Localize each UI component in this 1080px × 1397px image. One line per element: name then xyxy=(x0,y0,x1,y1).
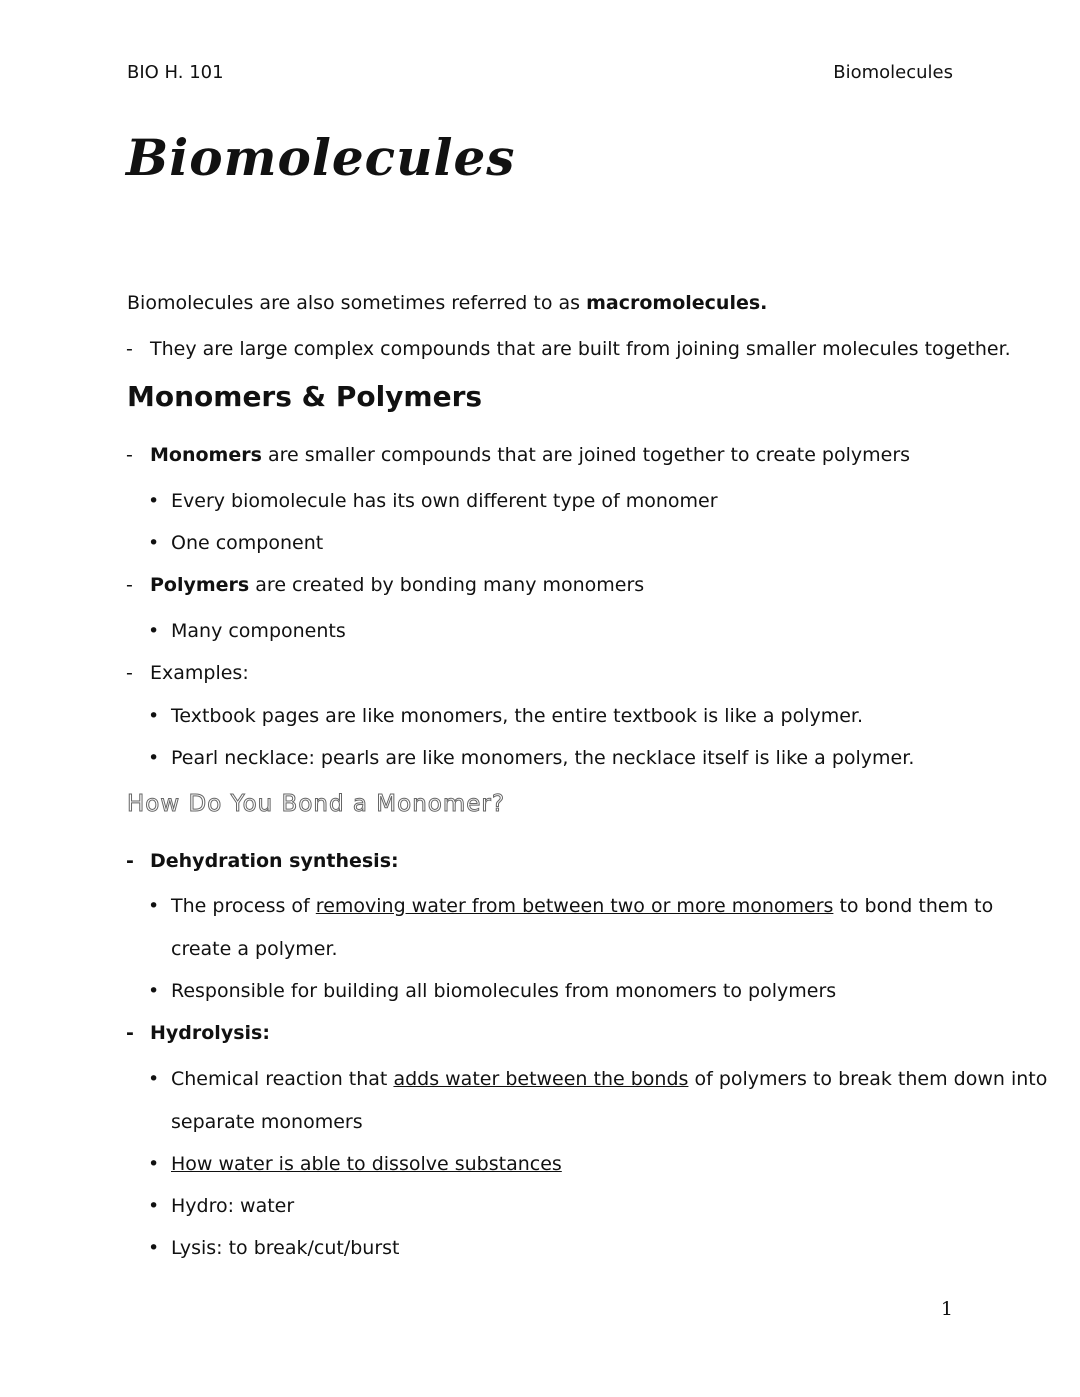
polymers-definition xyxy=(150,574,644,596)
list-item: How water is able to dissolve substances xyxy=(171,1153,562,1175)
dh-text-end: to bond them to xyxy=(833,895,994,917)
page-number: 1 xyxy=(940,1298,953,1320)
intro-text: Biomolecules are also sometimes referred to as xyxy=(127,292,587,314)
page-title: Biomolecules xyxy=(126,128,516,187)
bullet-marker: • xyxy=(148,490,160,512)
bullet-marker: • xyxy=(148,747,160,769)
intro-line xyxy=(127,292,767,314)
dash-marker: - xyxy=(126,444,133,466)
list-item: Every biomolecule has its own different type of monomer xyxy=(171,490,718,512)
dash-marker: - xyxy=(126,338,133,360)
intro-bold: macromolecules. xyxy=(586,292,768,314)
dash-marker: - xyxy=(126,662,133,684)
section-heading-monomers: Monomers & Polymers xyxy=(127,380,483,413)
polymers-text: are created by bonding many monomers xyxy=(249,574,645,596)
list-item xyxy=(171,895,993,917)
bullet-marker: • xyxy=(148,1068,160,1090)
list-item: Lysis: to break/cut/burst xyxy=(171,1237,400,1259)
list-item: Hydro: water xyxy=(171,1195,295,1217)
bullet-marker: • xyxy=(148,1237,160,1259)
dash-marker: - xyxy=(126,850,134,872)
hy-text: Chemical reaction that xyxy=(171,1068,394,1090)
list-item: Responsible for building all biomolecules from monomers to polymers xyxy=(171,980,837,1002)
hydrolysis-term: Hydrolysis: xyxy=(150,1022,270,1044)
dash-marker: - xyxy=(126,1022,134,1044)
hy-text-end: of polymers to break them down into xyxy=(688,1068,1048,1090)
monomers-definition xyxy=(150,444,910,466)
hy-underlined: adds water between the bonds xyxy=(393,1068,689,1090)
list-item: One component xyxy=(171,532,324,554)
dash-marker: - xyxy=(126,574,133,596)
polymers-term: Polymers xyxy=(150,574,250,596)
monomers-term: Monomers xyxy=(150,444,262,466)
bullet-marker: • xyxy=(148,895,160,917)
course-code: BIO H. 101 xyxy=(127,62,224,83)
dh-underlined: removing water from between two or more monomers xyxy=(315,895,834,917)
bullet-marker: • xyxy=(148,705,160,727)
list-item-continuation: separate monomers xyxy=(171,1111,363,1133)
bullet-marker: • xyxy=(148,980,160,1002)
bullet-marker: • xyxy=(148,1195,160,1217)
section-heading-bonding: How Do You Bond a Monomer? xyxy=(127,791,506,817)
dh-text: The process of xyxy=(171,895,316,917)
dehydration-term: Dehydration synthesis: xyxy=(150,850,399,872)
bullet-marker: • xyxy=(148,620,160,642)
list-item: Textbook pages are like monomers, the entire textbook is like a polymer. xyxy=(171,705,864,727)
list-item: Pearl necklace: pearls are like monomers, the necklace itself is like a polymer. xyxy=(171,747,915,769)
list-item xyxy=(171,1068,1047,1090)
intro-sub: They are large complex compounds that are built from joining smaller molecules together. xyxy=(150,338,1011,360)
list-item-continuation: create a polymer. xyxy=(171,938,338,960)
bullet-marker: • xyxy=(148,532,160,554)
list-item: Many components xyxy=(171,620,346,642)
header-topic: Biomolecules xyxy=(833,62,953,83)
examples-label: Examples: xyxy=(150,662,249,684)
bullet-marker: • xyxy=(148,1153,160,1175)
monomers-text: are smaller compounds that are joined together to create polymers xyxy=(261,444,911,466)
